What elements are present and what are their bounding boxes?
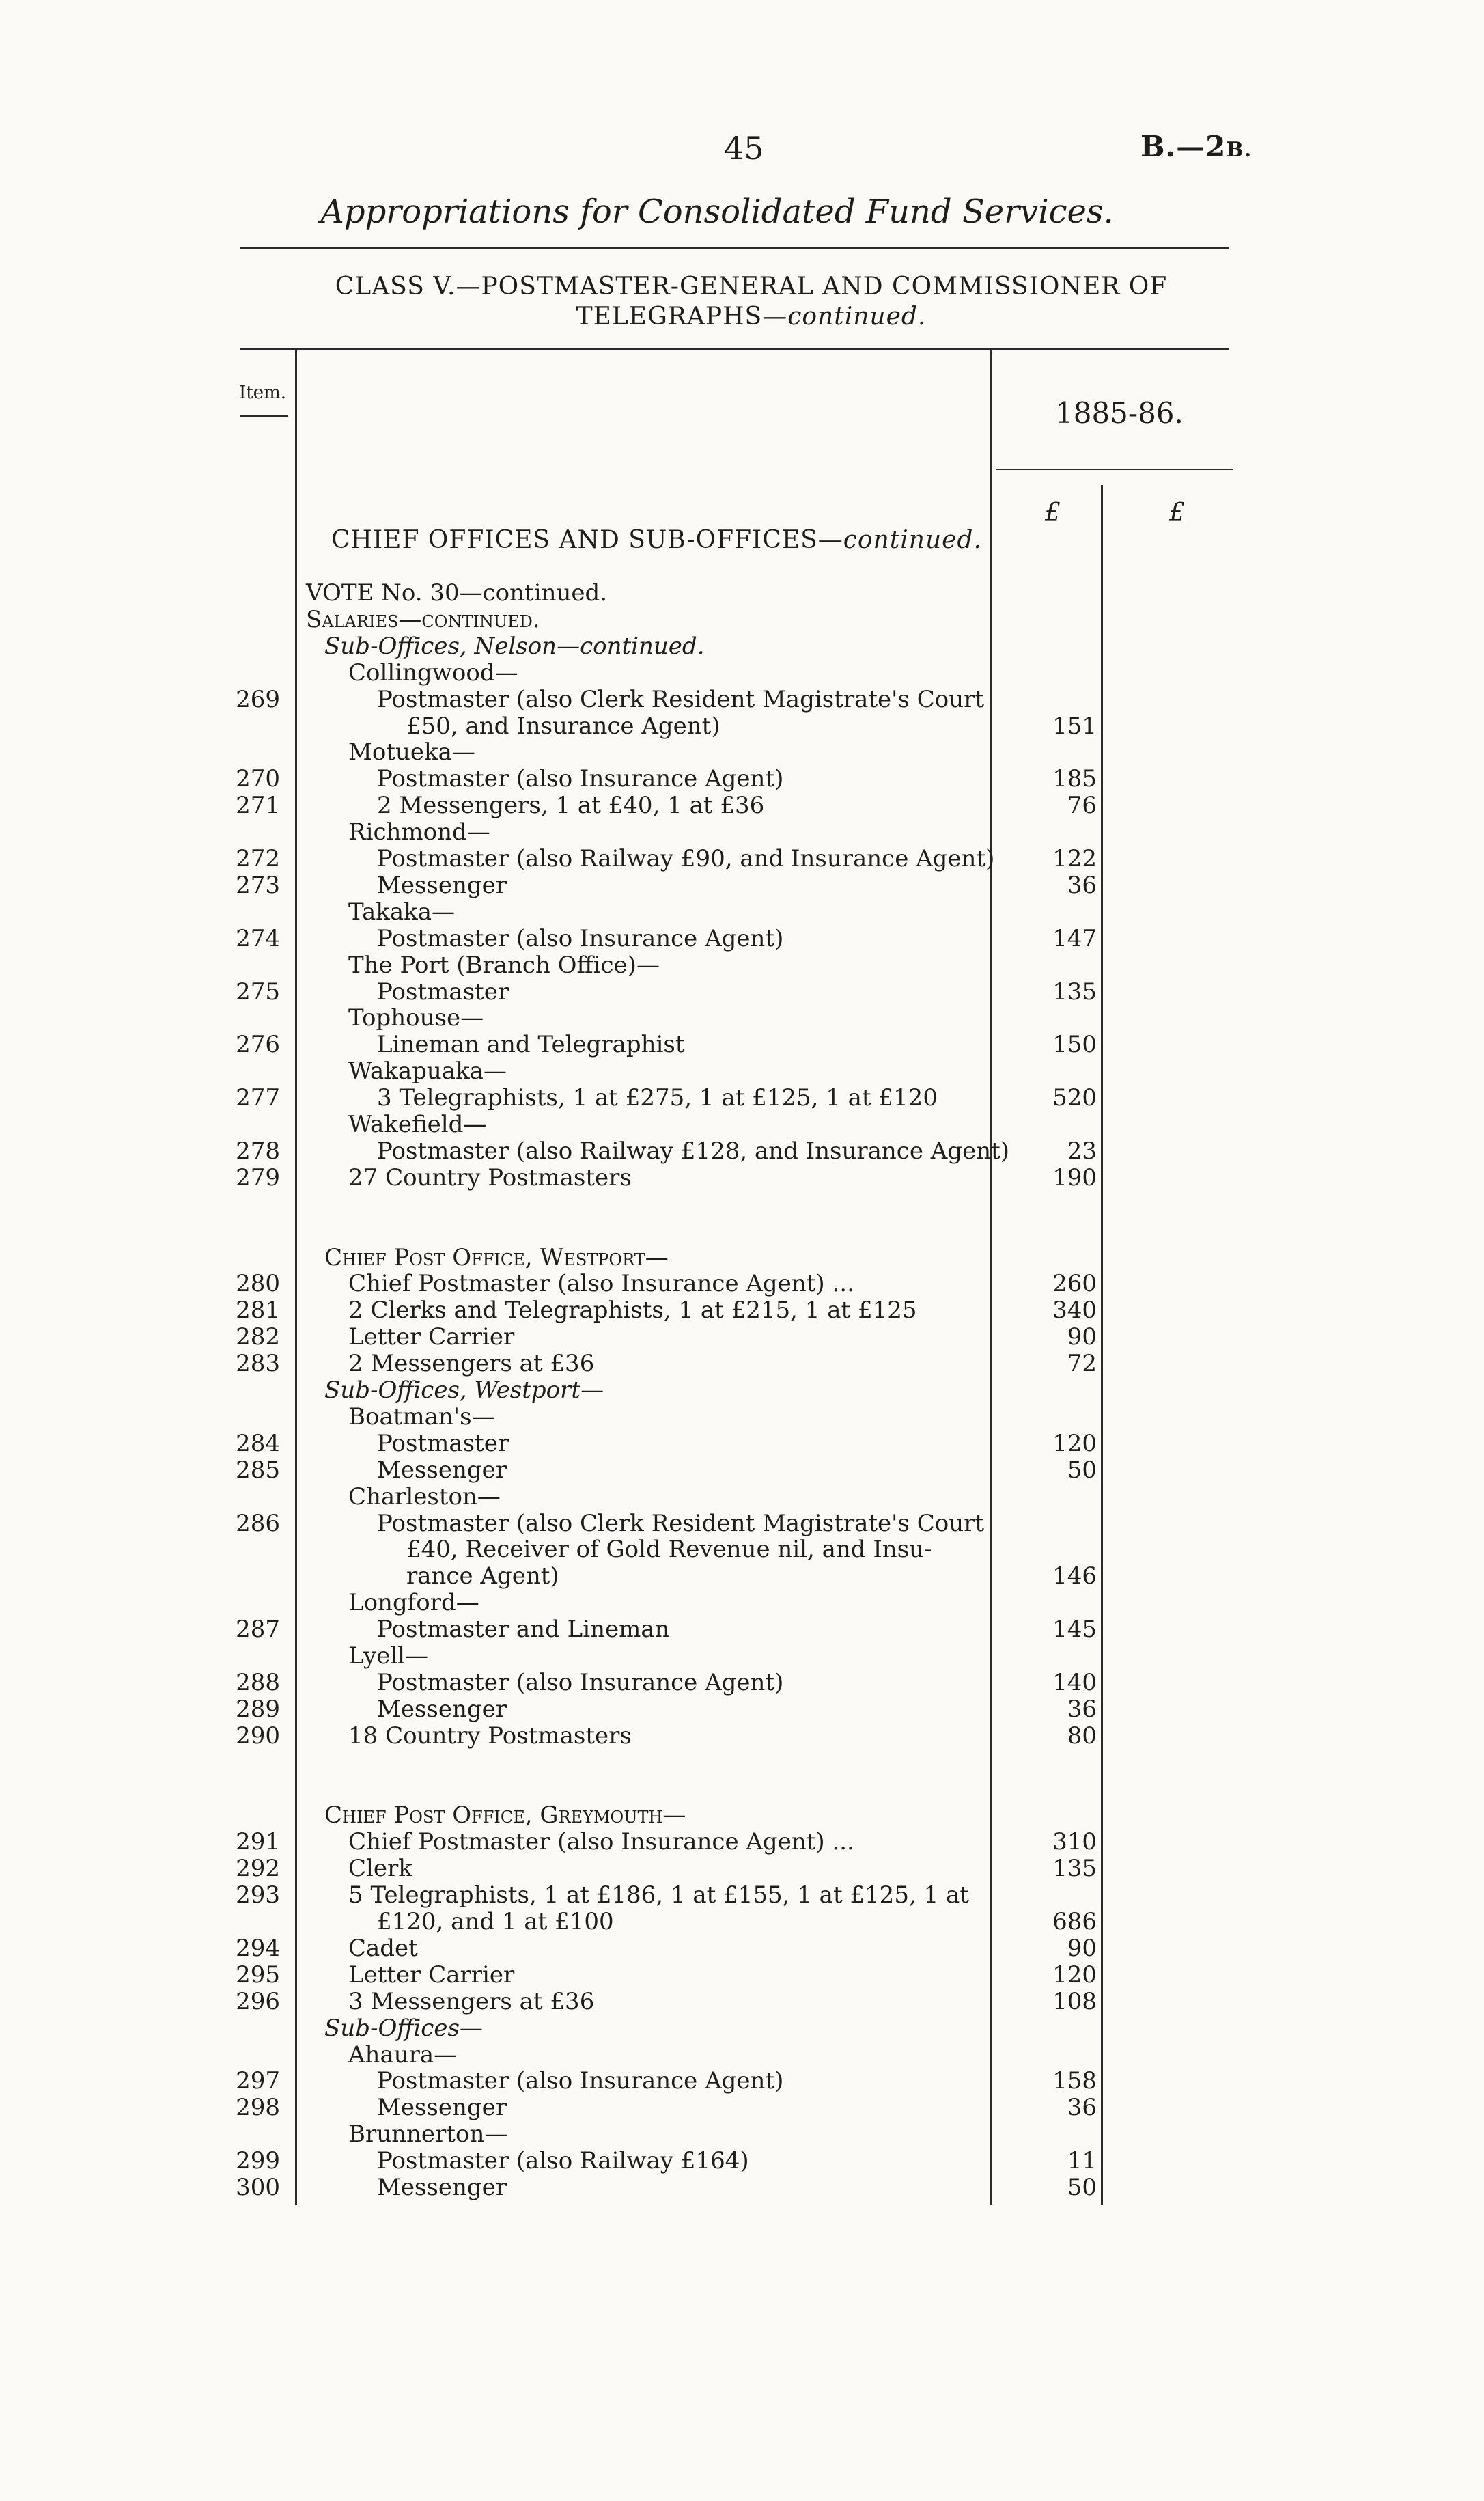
table-row [232,1164,1120,1191]
table-row [232,1589,1120,1616]
row-description: Messenger [377,1456,507,1484]
table-row [232,978,1120,1006]
item-number: 275 [236,978,280,1006]
table-row [232,952,1120,979]
row-description: Ahaura— [348,2041,458,2069]
row-description: Longford— [348,1589,479,1617]
amount-value: 23 [1067,1137,1097,1165]
row-description: Charleston— [348,1482,501,1510]
item-number: 289 [236,1695,280,1723]
table-row [232,1058,1120,1085]
amount-value: 520 [1052,1084,1097,1112]
item-number: 278 [236,1137,280,1165]
row-description: Sub-Offices, Nelson—continued. [324,632,705,660]
row-description: Postmaster (also Railway £128, and Insurance Agent) [377,1137,1010,1165]
section-heading-text: CHIEF OFFICES AND SUB-OFFICES— [331,526,843,554]
amount-value: 108 [1052,1987,1097,2015]
row-description: Chief Post Office, Greymouth— [324,1801,686,1829]
amount-value: 80 [1067,1722,1097,1750]
amount-value: 135 [1052,1855,1097,1883]
row-description: Postmaster (also Insurance Agent) [377,1668,784,1696]
table-row [232,1270,1120,1297]
amount-value: 147 [1052,924,1097,952]
row-description: 27 Country Postmasters [348,1163,632,1191]
table-row [232,1775,1120,1803]
item-number: 298 [236,2094,280,2122]
row-description: 3 Telegraphists, 1 at £275, 1 at £125, 1 at £120 [377,1084,938,1112]
table-row [232,606,1120,633]
item-number: 270 [236,765,280,793]
row-description: Chief Post Office, Westport— [324,1243,669,1271]
table-row [232,1669,1120,1696]
table-row [232,1616,1120,1643]
row-description: Boatman's— [348,1403,495,1431]
table-row [232,765,1120,792]
table-row [232,2041,1120,2069]
table-row [232,1111,1120,1138]
amount-value: 90 [1067,1323,1097,1351]
table-row [232,1536,1120,1563]
table-row [232,1961,1120,1989]
row-description: 2 Messengers, 1 at £40, 1 at £36 [377,792,765,820]
table-row [232,1881,1120,1909]
row-description: Salaries—continued. [306,605,540,633]
amount-value: 50 [1067,2174,1097,2201]
amount-value: 140 [1052,1668,1097,1696]
row-description: Postmaster (also Railway £90, and Insurance Agent) [377,845,995,872]
item-number: 290 [236,1722,280,1750]
table-row [232,1217,1120,1245]
doc-ref-suffix: B. [1226,138,1252,162]
class-title-line2-text: TELEGRAPHS— [576,303,788,331]
document-reference [1140,130,1252,163]
table-row [232,2094,1120,2121]
currency-symbol-right: £ [1169,499,1185,527]
item-column-header: Item. [239,383,287,403]
row-description: Postmaster (also Clerk Resident Magistrate's Court [377,1509,985,1537]
item-number: 296 [236,1987,280,2015]
amount-value: 120 [1052,1961,1097,1989]
amount-value: 50 [1067,1456,1097,1484]
row-description: 2 Clerks and Telegraphists, 1 at £215, 1 at £125 [348,1297,917,1325]
amount-value: 36 [1067,1695,1097,1723]
table-row [232,1988,1120,2015]
row-description: Lineman and Telegraphist [377,1031,685,1059]
row-description: Clerk [348,1855,412,1883]
class-title-line1: CLASS V.—POSTMASTER-GENERAL AND COMMISSIONER OF [335,273,1168,301]
item-number: 277 [236,1084,280,1112]
row-description: Letter Carrier [348,1961,515,1989]
table-row [232,713,1120,740]
row-description: Postmaster (also Insurance Agent) [377,2067,784,2095]
table-row [232,1722,1120,1750]
row-description: £120, and 1 at £100 [377,1908,614,1935]
item-number: 299 [236,2147,280,2175]
table-row [232,1510,1120,1537]
item-number: 281 [236,1297,280,1325]
row-description: Takaka— [348,898,456,926]
item-number: 271 [236,792,280,820]
table-row [232,1801,1120,1829]
table-row [232,845,1120,872]
item-number: 273 [236,871,280,899]
page-number: 45 [724,130,764,167]
page-heading: Appropriations for Consolidated Fund Services. [320,193,1114,231]
item-number: 269 [236,685,280,713]
row-description: Postmaster (also Insurance Agent) [377,765,784,793]
table-row [232,1297,1120,1324]
row-description: Lyell— [348,1642,429,1670]
doc-ref-main: B.—2 [1140,130,1227,163]
row-description: Wakapuaka— [348,1058,507,1086]
item-number: 284 [236,1429,280,1457]
table-row [232,1191,1120,1218]
item-number: 294 [236,1934,280,1962]
year-header: 1885-86. [1055,396,1184,430]
row-description: Tophouse— [348,1004,484,1032]
table-row [232,659,1120,687]
table-row [232,633,1120,660]
row-description: Chief Postmaster (also Insurance Agent) ... [348,1270,854,1298]
table-row [232,1350,1120,1377]
row-description: Messenger [377,2094,507,2122]
amount-value: 135 [1052,978,1097,1006]
section-heading-continued: continued. [843,526,982,554]
table-row [232,898,1120,926]
table-row [232,1855,1120,1882]
item-number: 272 [236,845,280,872]
amount-value: 185 [1052,765,1097,793]
item-number: 285 [236,1456,280,1484]
row-description: Postmaster (also Clerk Resident Magistrate's Court [377,685,985,713]
section-heading [331,526,982,554]
row-description: Postmaster (also Insurance Agent) [377,924,784,952]
row-description: Sub-Offices— [324,2014,483,2042]
table-row [232,738,1120,766]
row-description: 2 Messengers at £36 [348,1350,595,1378]
table-row [232,2015,1120,2042]
table-row [232,2120,1120,2148]
item-number: 279 [236,1163,280,1191]
table-row [232,1084,1120,1111]
amount-value: 76 [1067,792,1097,820]
row-description: The Port (Branch Office)— [348,951,660,979]
amount-value: 150 [1052,1031,1097,1059]
table-row [232,792,1120,819]
row-description: Richmond— [348,818,490,846]
table-row [232,1031,1120,1058]
row-description: Messenger [377,2174,507,2201]
table-row [232,1828,1120,1855]
amount-value: 36 [1067,2094,1097,2122]
amount-value: 686 [1052,1908,1097,1935]
row-description: Messenger [377,1695,507,1723]
table-row [232,872,1120,899]
row-description: Collingwood— [348,659,518,687]
row-description: rance Agent) [406,1562,559,1590]
table-row [232,1137,1120,1165]
table-row [232,1244,1120,1271]
class-title-line2 [246,302,1257,332]
table-top-rule [240,348,1229,350]
table-row [232,686,1120,713]
row-description: Postmaster [377,978,509,1006]
amount-value: 36 [1067,871,1097,899]
table-row [232,1004,1120,1032]
table-row [232,1935,1120,1962]
table-row [232,1562,1120,1590]
amount-value: 122 [1052,845,1097,872]
row-description: £40, Receiver of Gold Revenue nil, and Insu- [406,1536,932,1564]
amount-value: 340 [1052,1297,1097,1325]
row-description: Cadet [348,1934,418,1962]
table-row [232,1908,1120,1935]
row-description: Postmaster and Lineman [377,1616,670,1644]
amount-value: 190 [1052,1163,1097,1191]
table-row [232,1323,1120,1351]
item-number: 287 [236,1616,280,1644]
item-number: 288 [236,1668,280,1696]
table-row [232,1642,1120,1670]
table-row [232,1403,1120,1431]
table-row [232,2174,1120,2201]
class-title-continued: continued. [787,303,927,331]
table-row [232,1483,1120,1510]
heading-rule [240,247,1229,249]
table-row [232,925,1120,952]
currency-symbol-left: £ [1045,499,1061,527]
row-description: Postmaster (also Railway £164) [377,2147,749,2175]
table-row [232,1430,1120,1457]
amount-value: 72 [1067,1350,1097,1378]
class-title [246,272,1257,332]
table-row [232,1377,1120,1404]
table-row [232,1696,1120,1723]
row-description: Letter Carrier [348,1323,515,1351]
table-row [232,579,1120,607]
row-description: Brunnerton— [348,2120,508,2148]
amount-value: 11 [1067,2147,1097,2175]
item-number: 274 [236,924,280,952]
row-description: 5 Telegraphists, 1 at £186, 1 at £155, 1 at £125, 1 at [348,1881,969,1909]
row-description: VOTE No. 30—continued. [306,579,608,607]
row-description: Sub-Offices, Westport— [324,1377,604,1404]
item-number: 293 [236,1881,280,1909]
item-number: 283 [236,1350,280,1378]
amount-value: 120 [1052,1429,1097,1457]
row-description: 18 Country Postmasters [348,1722,632,1750]
item-number: 286 [236,1509,280,1537]
row-description: Chief Postmaster (also Insurance Agent) ... [348,1828,854,1856]
item-number: 295 [236,1961,280,1989]
item-number: 291 [236,1828,280,1856]
table-row [232,1749,1120,1776]
table-row [232,1456,1120,1484]
row-description: 3 Messengers at £36 [348,1987,595,2015]
row-description: Wakefield— [348,1111,487,1138]
table-row [232,2147,1120,2174]
item-header-underline [240,415,288,417]
item-number: 280 [236,1270,280,1298]
item-number: 300 [236,2174,280,2201]
item-number: 297 [236,2067,280,2095]
year-header-rule [996,469,1233,470]
row-description: Motueka— [348,738,475,766]
amount-value: 145 [1052,1616,1097,1644]
table-row [232,2067,1120,2095]
row-description: Postmaster [377,1429,509,1457]
item-number: 276 [236,1031,280,1059]
table-row [232,818,1120,846]
amount-value: 146 [1052,1562,1097,1590]
amount-value: 260 [1052,1270,1097,1298]
row-description: Messenger [377,871,507,899]
amount-value: 310 [1052,1828,1097,1856]
row-description: £50, and Insurance Agent) [406,712,720,740]
item-number: 282 [236,1323,280,1351]
item-number: 292 [236,1855,280,1883]
amount-value: 90 [1067,1934,1097,1962]
amount-value: 158 [1052,2067,1097,2095]
amount-value: 151 [1052,712,1097,740]
